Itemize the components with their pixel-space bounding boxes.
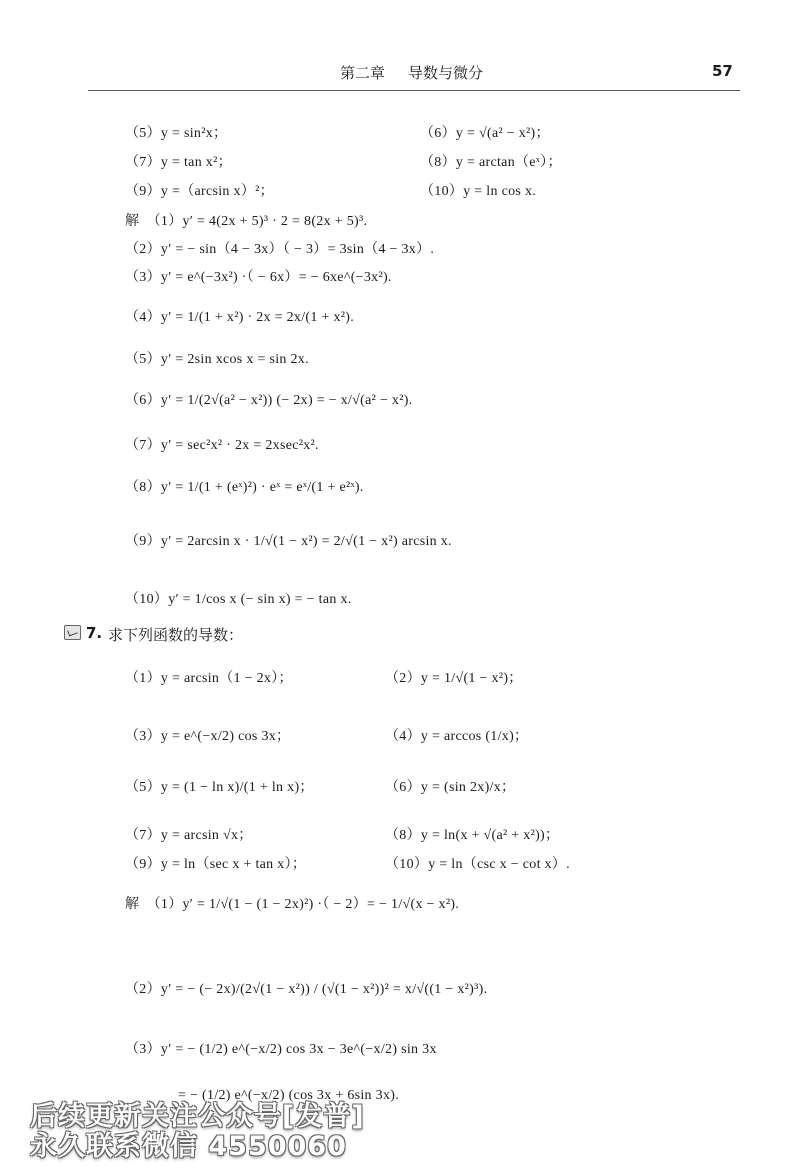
solution-line: = − (1/2) e^(−x/2) (cos 3x + 6sin 3x).: [178, 1088, 400, 1103]
solution-line: （5）y′ = 2sin xcos x = sin 2x.: [125, 352, 309, 367]
problem-item: （6）y = √(a² − x²)；: [420, 126, 550, 141]
problem-item: （3）y = e^(−x/2) cos 3x；: [125, 729, 291, 744]
problem-item: （10）y = ln cos x.: [420, 184, 537, 199]
problem-item: （7）y = tan x²；: [125, 155, 232, 170]
problem-item: （4）y = arccos (1/x)；: [385, 729, 529, 744]
problem-item: （2）y = 1/√(1 − x²)；: [385, 671, 523, 686]
problem-number: 7.: [86, 624, 103, 642]
chapter-label: 第二章: [340, 64, 386, 82]
solution-line: 解 （1）y′ = 4(2x + 5)³ · 2 = 8(2x + 5)³.: [125, 214, 368, 229]
solution-line: （3）y′ = e^(−3x²) ·（ − 6x）= − 6xe^(−3x²).: [125, 270, 392, 285]
solution-line: （6）y′ = 1/(2√(a² − x²)) (− 2x) = − x/√(a² − x²).: [125, 393, 413, 408]
solution-line: （2）y′ = − sin（4 − 3x）（ − 3）= 3sin（4 − 3x）.: [125, 242, 435, 257]
solution-line: 解 （1）y′ = 1/√(1 − (1 − 2x)²) ·（ − 2）= − 1/√(x − x²).: [125, 897, 460, 912]
solution-line: （2）y′ = − (− 2x)/(2√(1 − x²)) / (√(1 − x²))² = x/√((1 − x²)³).: [125, 982, 488, 997]
solution-line: （7）y′ = sec²x² · 2x = 2xsec²x².: [125, 438, 319, 453]
note-icon: [64, 625, 81, 640]
problem-item: （5）y = (1 − ln x)/(1 + ln x)；: [125, 780, 314, 795]
solution-line: （3）y′ = − (1/2) e^(−x/2) cos 3x − 3e^(−x/2) sin 3x: [125, 1042, 437, 1057]
solution-line: （9）y′ = 2arcsin x · 1/√(1 − x²) = 2/√(1 − x²) arcsin x.: [125, 534, 452, 549]
problem-item: （8）y = arctan（eˣ）；: [420, 155, 562, 170]
solution-line: （4）y′ = 1/(1 + x²) · 2x = 2x/(1 + x²).: [125, 310, 355, 325]
solution-line: （8）y′ = 1/(1 + (eˣ)²) · eˣ = eˣ/(1 + e²ˣ).: [125, 480, 364, 495]
watermark-line: 后续更新关注公众号[发普]: [30, 1101, 365, 1132]
watermark: [30, 1102, 365, 1162]
header-divider: [88, 90, 740, 91]
problem-item: （10）y = ln（csc x − cot x）.: [385, 857, 570, 872]
section-title: 导数与微分: [408, 64, 484, 82]
problem-item: （8）y = ln(x + √(a² + x²))；: [385, 828, 560, 843]
problem-item: （7）y = arcsin √x；: [125, 828, 253, 843]
problem-item: （5）y = sin²x；: [125, 126, 228, 141]
problem-item: （9）y =（arcsin x）²；: [125, 184, 274, 199]
problem-item: （9）y = ln（sec x + tan x）；: [125, 857, 307, 872]
problem-item: （6）y = (sin 2x)/x；: [385, 780, 516, 795]
page-number: 57: [712, 62, 733, 80]
watermark-line: 永久联系微信 4550060: [30, 1131, 347, 1162]
problem-heading: 求下列函数的导数：: [108, 626, 244, 644]
problem-item: （1）y = arcsin（1 − 2x）；: [125, 671, 293, 686]
solution-line: （10）y′ = 1/cos x (− sin x) = − tan x.: [125, 592, 352, 607]
